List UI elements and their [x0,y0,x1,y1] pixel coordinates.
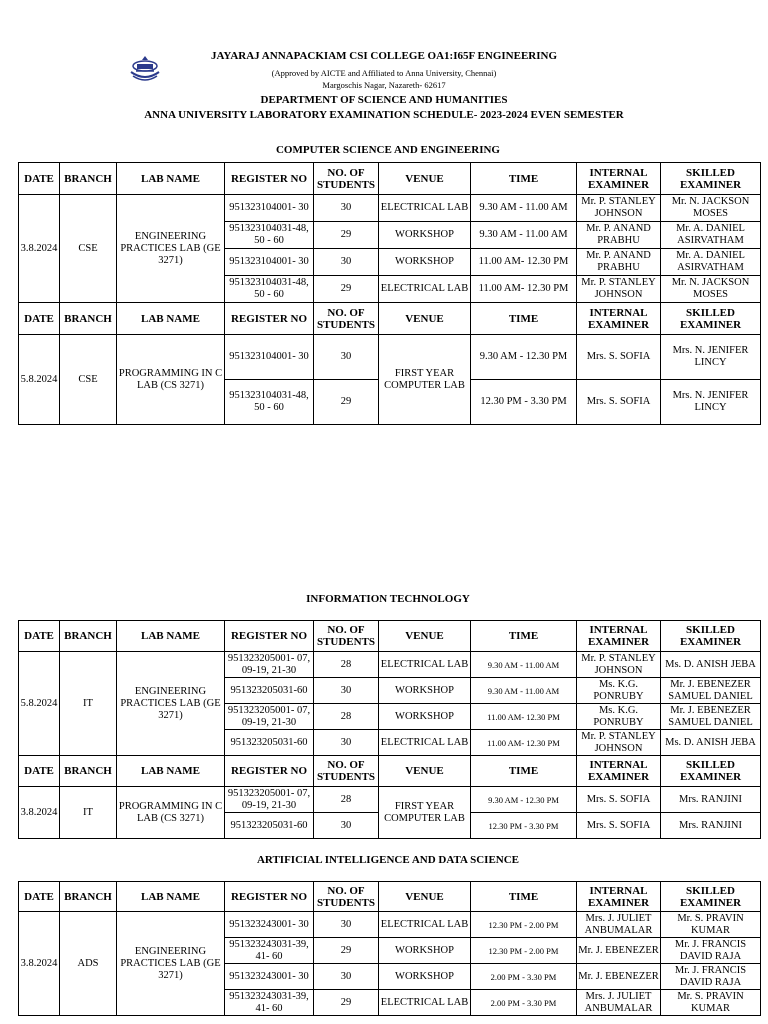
branch-cell: IT [60,787,117,839]
column-header: TIME [471,756,577,787]
column-header: VENUE [379,882,471,912]
time-cell: 11.00 AM- 12.30 PM [471,249,577,276]
column-header: INTERNAL EXAMINER [577,163,661,195]
table-header-row [19,882,761,912]
student-count-cell: 30 [314,730,379,756]
student-count-cell: 30 [314,678,379,704]
register-no-cell: 951323205031-60 [225,678,314,704]
student-count-cell: 29 [314,222,379,249]
column-header: REGISTER NO [225,882,314,912]
internal-examiner-cell: Mrs. S. SOFIA [577,380,661,425]
time-cell: 9.30 AM - 11.00 AM [471,222,577,249]
table-row [19,335,761,380]
column-header: BRANCH [60,756,117,787]
venue-cell: WORKSHOP [379,678,471,704]
skilled-examiner-cell: Mr. J. EBENEZER SAMUEL DANIEL [661,678,761,704]
time-cell: 11.00 AM- 12.30 PM [471,704,577,730]
student-count-cell: 30 [314,912,379,938]
column-header: VENUE [379,621,471,652]
column-header: BRANCH [60,882,117,912]
column-header: BRANCH [60,163,117,195]
student-count-cell: 29 [314,990,379,1016]
lab-name-cell: ENGINEERING PRACTICES LAB (GE 3271) [117,195,225,303]
internal-examiner-cell: Ms. K.G. PONRUBY [577,678,661,704]
register-no-cell: 951323104001- 30 [225,195,314,222]
column-header: VENUE [379,756,471,787]
internal-examiner-cell: Mrs. J. JULIET ANBUMALAR [577,912,661,938]
branch-cell: CSE [60,195,117,303]
internal-examiner-cell: Mr. P. STANLEY JOHNSON [577,276,661,303]
skilled-examiner-cell: Mr. N. JACKSON MOSES [661,276,761,303]
lab-name-cell: ENGINEERING PRACTICES LAB (GE 3271) [117,912,225,1016]
column-header: TIME [471,882,577,912]
column-header: VENUE [379,303,471,335]
skilled-examiner-cell: Mr. A. DANIEL ASIRVATHAM [661,249,761,276]
time-cell: 9.30 AM - 12.30 PM [471,787,577,813]
section-title-cse: COMPUTER SCIENCE AND ENGINEERING [275,144,500,156]
register-no-cell: 951323205001- 07, 09-19, 21-30 [225,787,314,813]
time-cell: 11.00 AM- 12.30 PM [471,730,577,756]
venue-cell: WORKSHOP [379,938,471,964]
college-name: JAYARAJ ANNAPACKIAM CSI COLLEGE OA1:I65F ENGINEERING [210,50,558,62]
student-count-cell: 28 [314,787,379,813]
skilled-examiner-cell: Mrs. N. JENIFER LINCY [661,380,761,425]
column-header: NO. OF STUDENTS [314,303,379,335]
internal-examiner-cell: Mrs. S. SOFIA [577,335,661,380]
column-header: SKILLED EXAMINER [661,621,761,652]
column-header: DATE [19,756,60,787]
date-cell: 3.8.2024 [19,787,60,839]
student-count-cell: 28 [314,652,379,678]
lab-name-cell: PROGRAMMING IN C LAB (CS 3271) [117,787,225,839]
branch-cell: CSE [60,335,117,425]
column-header: DATE [19,303,60,335]
register-no-cell: 951323104031-48, 50 - 60 [225,222,314,249]
column-header: NO. OF STUDENTS [314,163,379,195]
column-header: SKILLED EXAMINER [661,163,761,195]
time-cell: 12.30 PM - 3.30 PM [471,380,577,425]
register-no-cell: 951323104001- 30 [225,335,314,380]
internal-examiner-cell: Mr. P. STANLEY JOHNSON [577,652,661,678]
column-header: VENUE [379,163,471,195]
register-no-cell: 951323104031-48, 50 - 60 [225,276,314,303]
internal-examiner-cell: Mr. P. STANLEY JOHNSON [577,730,661,756]
branch-cell: ADS [60,912,117,1016]
column-header: BRANCH [60,621,117,652]
lab-name-cell: PROGRAMMING IN C LAB (CS 3271) [117,335,225,425]
register-no-cell: 951323205031-60 [225,813,314,839]
approval-note: (Approved by AICTE and Affiliated to Anna University, Chennai) [271,68,497,78]
time-cell: 2.00 PM - 3.30 PM [471,990,577,1016]
column-header: REGISTER NO [225,756,314,787]
time-cell: 9.30 AM - 11.00 AM [471,678,577,704]
internal-examiner-cell: Mr. P. ANAND PRABHU [577,249,661,276]
venue-cell: WORKSHOP [379,964,471,990]
column-header: SKILLED EXAMINER [661,303,761,335]
column-header: TIME [471,621,577,652]
column-header: LAB NAME [117,882,225,912]
column-header: BRANCH [60,303,117,335]
venue-cell: FIRST YEAR COMPUTER LAB [379,787,471,839]
internal-examiner-cell: Mr. P. STANLEY JOHNSON [577,195,661,222]
venue-cell: WORKSHOP [379,704,471,730]
column-header: DATE [19,163,60,195]
schedule-table-it [18,620,761,839]
column-header: LAB NAME [117,303,225,335]
student-count-cell: 29 [314,276,379,303]
date-cell: 5.8.2024 [19,335,60,425]
skilled-examiner-cell: Mr. J. FRANCIS DAVID RAJA [661,938,761,964]
skilled-examiner-cell: Ms. D. ANISH JEBA [661,652,761,678]
internal-examiner-cell: Mrs. S. SOFIA [577,813,661,839]
time-cell: 9.30 AM - 11.00 AM [471,652,577,678]
column-header: REGISTER NO [225,163,314,195]
register-no-cell: 951323104031-48, 50 - 60 [225,380,314,425]
column-header: REGISTER NO [225,303,314,335]
student-count-cell: 30 [314,195,379,222]
table-header-row [19,163,761,195]
time-cell: 12.30 PM - 2.00 PM [471,912,577,938]
venue-cell: FIRST YEAR COMPUTER LAB [379,335,471,425]
column-header: TIME [471,303,577,335]
student-count-cell: 29 [314,938,379,964]
register-no-cell: 951323205001- 07, 09-19, 21-30 [225,704,314,730]
internal-examiner-cell: Mrs. J. JULIET ANBUMALAR [577,990,661,1016]
column-header: INTERNAL EXAMINER [577,756,661,787]
student-count-cell: 30 [314,964,379,990]
table-row [19,652,761,678]
column-header: LAB NAME [117,163,225,195]
branch-cell: IT [60,652,117,756]
internal-examiner-cell: Ms. K.G. PONRUBY [577,704,661,730]
column-header: INTERNAL EXAMINER [577,621,661,652]
time-cell: 12.30 PM - 3.30 PM [471,813,577,839]
skilled-examiner-cell: Mr. S. PRAVIN KUMAR [661,990,761,1016]
venue-cell: ELECTRICAL LAB [379,912,471,938]
skilled-examiner-cell: Mrs. N. JENIFER LINCY [661,335,761,380]
register-no-cell: 951323243001- 30 [225,964,314,990]
internal-examiner-cell: Mr. J. EBENEZER [577,964,661,990]
schedule-table-ads [18,881,761,1016]
venue-cell: ELECTRICAL LAB [379,652,471,678]
department-title: DEPARTMENT OF SCIENCE AND HUMANITIES [260,94,508,106]
skilled-examiner-cell: Ms. D. ANISH JEBA [661,730,761,756]
internal-examiner-cell: Mr. P. ANAND PRABHU [577,222,661,249]
column-header: LAB NAME [117,621,225,652]
student-count-cell: 30 [314,249,379,276]
venue-cell: ELECTRICAL LAB [379,195,471,222]
date-cell: 3.8.2024 [19,912,60,1016]
student-count-cell: 28 [314,704,379,730]
time-cell: 12.30 PM - 2.00 PM [471,938,577,964]
register-no-cell: 951323243001- 30 [225,912,314,938]
time-cell: 2.00 PM - 3.30 PM [471,964,577,990]
column-header: TIME [471,163,577,195]
column-header: SKILLED EXAMINER [661,756,761,787]
date-cell: 5.8.2024 [19,652,60,756]
section-title-ads: ARTIFICIAL INTELLIGENCE AND DATA SCIENCE [256,854,520,866]
skilled-examiner-cell: Mr. J. FRANCIS DAVID RAJA [661,964,761,990]
column-header: SKILLED EXAMINER [661,882,761,912]
student-count-cell: 30 [314,335,379,380]
student-count-cell: 29 [314,380,379,425]
schedule-title: ANNA UNIVERSITY LABORATORY EXAMINATION SCHEDULE- 2023-2024 EVEN SEMESTER [144,109,624,121]
table-row [19,787,761,813]
skilled-examiner-cell: Mrs. RANJINI [661,787,761,813]
column-header: NO. OF STUDENTS [314,621,379,652]
column-header: REGISTER NO [225,621,314,652]
lab-name-cell: ENGINEERING PRACTICES LAB (GE 3271) [117,652,225,756]
register-no-cell: 951323205031-60 [225,730,314,756]
table-header-row [19,621,761,652]
column-header: INTERNAL EXAMINER [577,882,661,912]
skilled-examiner-cell: Mr. A. DANIEL ASIRVATHAM [661,222,761,249]
skilled-examiner-cell: Mr. J. EBENEZER SAMUEL DANIEL [661,704,761,730]
skilled-examiner-cell: Mrs. RANJINI [661,813,761,839]
column-header: DATE [19,621,60,652]
date-cell: 3.8.2024 [19,195,60,303]
college-address: Margoschis Nagar, Nazareth- 62617 [322,80,446,90]
column-header: LAB NAME [117,756,225,787]
table-header-row [19,303,761,335]
venue-cell: ELECTRICAL LAB [379,990,471,1016]
internal-examiner-cell: Mr. J. EBENEZER [577,938,661,964]
column-header: NO. OF STUDENTS [314,756,379,787]
register-no-cell: 951323104001- 30 [225,249,314,276]
venue-cell: ELECTRICAL LAB [379,730,471,756]
schedule-table-cse [18,162,761,425]
column-header: DATE [19,882,60,912]
table-row [19,195,761,222]
table-row [19,912,761,938]
student-count-cell: 30 [314,813,379,839]
skilled-examiner-cell: Mr. S. PRAVIN KUMAR [661,912,761,938]
section-title-it: INFORMATION TECHNOLOGY [306,593,470,605]
internal-examiner-cell: Mrs. S. SOFIA [577,787,661,813]
venue-cell: ELECTRICAL LAB [379,276,471,303]
table-header-row [19,756,761,787]
register-no-cell: 951323205001- 07, 09-19, 21-30 [225,652,314,678]
venue-cell: WORKSHOP [379,222,471,249]
skilled-examiner-cell: Mr. N. JACKSON MOSES [661,195,761,222]
venue-cell: WORKSHOP [379,249,471,276]
time-cell: 9.30 AM - 12.30 PM [471,335,577,380]
register-no-cell: 951323243031-39, 41- 60 [225,990,314,1016]
column-header: NO. OF STUDENTS [314,882,379,912]
time-cell: 9.30 AM - 11.00 AM [471,195,577,222]
time-cell: 11.00 AM- 12.30 PM [471,276,577,303]
column-header: INTERNAL EXAMINER [577,303,661,335]
register-no-cell: 951323243031-39, 41- 60 [225,938,314,964]
